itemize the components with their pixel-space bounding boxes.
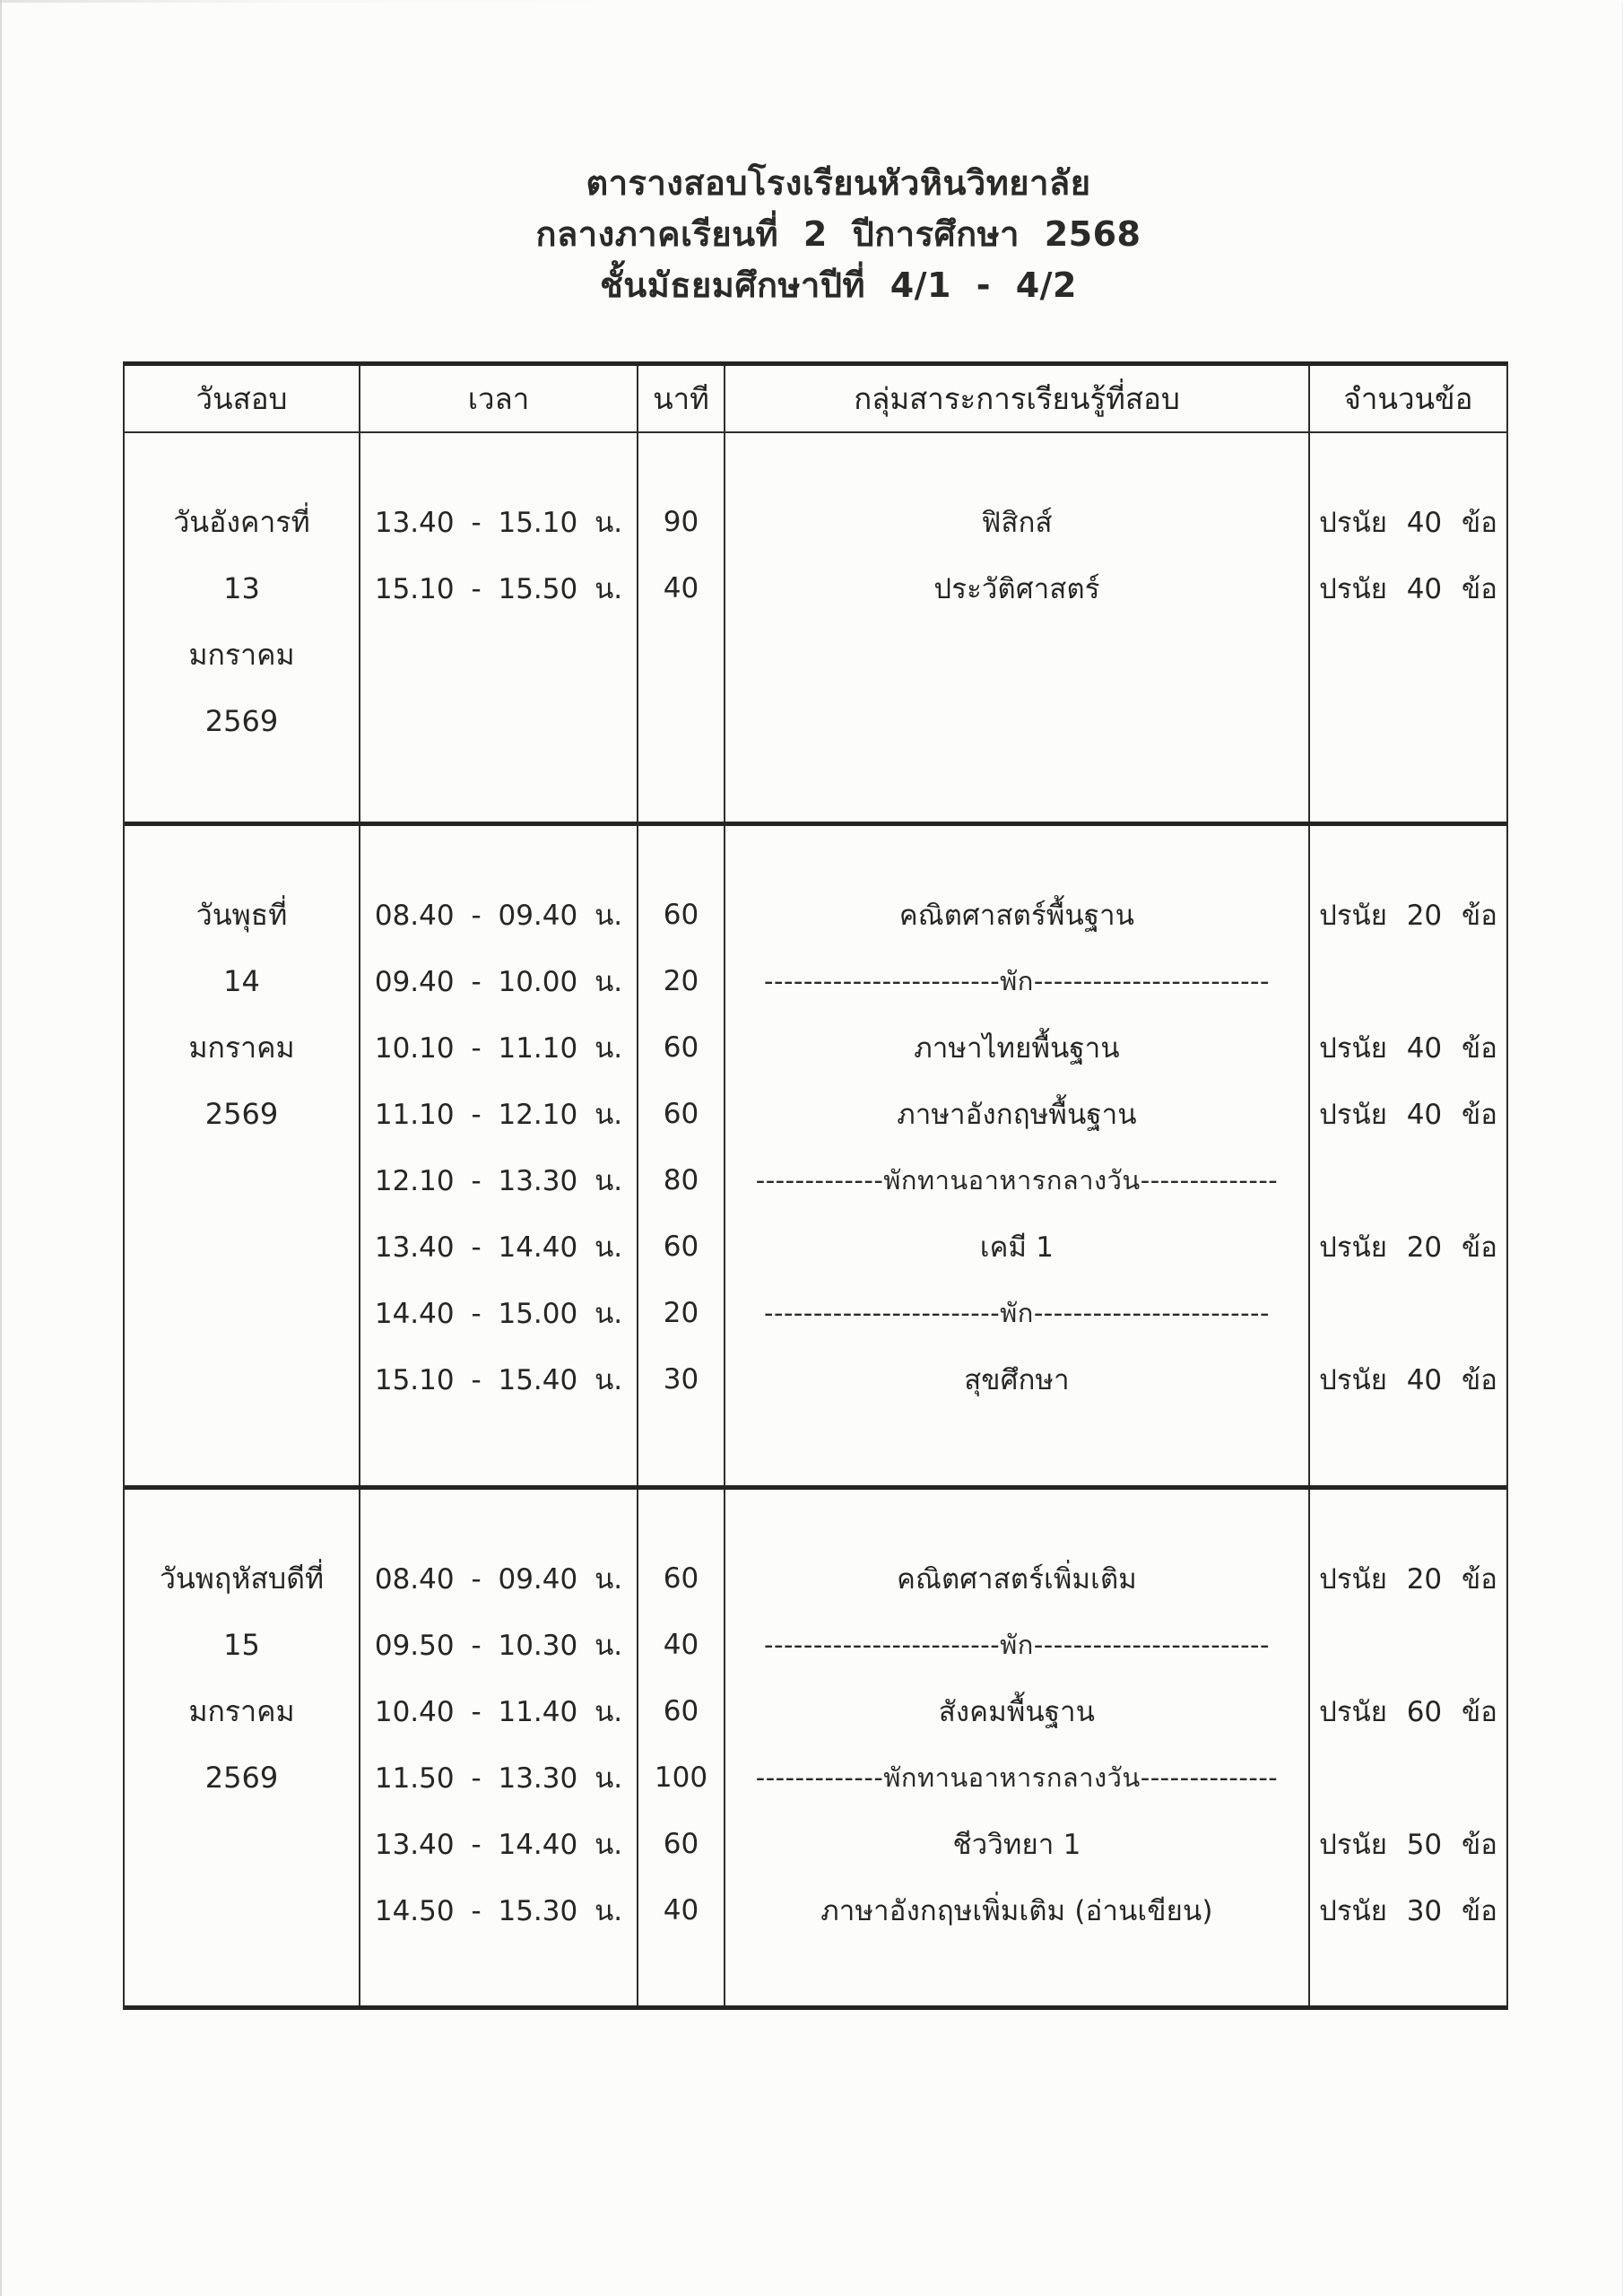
exam-day-line: มกราคม [188,1030,295,1065]
exam-day-line: 13 [223,571,260,605]
time-cell [360,826,638,1485]
break-label: -------------พักทานอาหารกลางวัน-------------- [755,1165,1279,1196]
exam-minutes: 80 [663,1164,699,1196]
table-header-row [125,366,1506,433]
exam-minutes: 60 [663,1828,699,1860]
exam-minutes: 60 [663,899,699,931]
exam-subject: ภาษาไทยพื้นฐาน [914,1032,1120,1065]
header-exam-date: วันสอบ [125,366,360,431]
exam-subject: ประวัติศาสตร์ [933,573,1100,605]
exam-question-count: ปรนัย 20 ข้อ [1319,1231,1497,1264]
exam-question-count: ปรนัย 40 ข้อ [1319,507,1497,539]
exam-question-count: ปรนัย 30 ข้อ [1319,1895,1497,1927]
exam-time: 15.10 - 15.40 น. [374,1364,623,1396]
day-section [125,1490,1506,2005]
header-time: เวลา [360,366,638,431]
exam-subject: ชีววิทยา 1 [952,1829,1081,1861]
exam-day-line: วันพุธที่ [195,897,288,932]
exam-subject: สุขศึกษา [964,1364,1070,1396]
exam-minutes: 60 [663,1031,699,1064]
table-body [125,433,1506,2005]
exam-day-line: วันอังคารที่ [173,504,310,539]
subject-cell [725,826,1310,1485]
exam-time: 10.40 - 11.40 น. [374,1696,623,1728]
exam-subject: ฟิสิกส์ [981,507,1053,539]
exam-subject: ภาษาอังกฤษพื้นฐาน [897,1099,1137,1131]
exam-minutes: 90 [663,506,699,538]
exam-schedule-table [123,361,1508,2010]
exam-question-count [1310,948,1506,1014]
document-title: ตารางสอบโรงเรียนหัวหินวิทยาลัย [586,163,1091,203]
exam-time: 09.50 - 10.30 น. [374,1630,623,1662]
minutes-cell [638,1490,725,2005]
exam-day-line: 15 [223,1628,260,1662]
exam-question-count: ปรนัย 20 ข้อ [1319,900,1497,932]
document-subtitle-term: กลางภาคเรียนที่ 2 ปีการศึกษา 2568 [535,214,1141,254]
questions-cell [1310,1490,1506,2005]
scan-edge-artifact [0,0,1623,3]
questions-cell [1310,433,1506,822]
exam-time: 15.10 - 15.50 น. [374,573,623,605]
minutes-cell [638,826,725,1485]
day-section [125,826,1506,1490]
exam-time: 14.40 - 15.00 น. [374,1298,623,1330]
exam-minutes: 20 [663,1297,699,1329]
exam-time: 11.10 - 12.10 น. [374,1099,623,1131]
exam-day-line: มกราคม [188,637,295,672]
exam-subject: สังคมพื้นฐาน [938,1696,1096,1728]
exam-minutes: 30 [663,1363,699,1396]
exam-time: 13.40 - 14.40 น. [374,1829,623,1861]
header-question-count: จำนวนข้อ [1343,381,1473,416]
header-subject-group: กลุ่มสาระการเรียนรู้ที่สอบ [725,366,1310,431]
exam-minutes: 60 [663,1562,699,1595]
exam-subject: เคมี 1 [979,1231,1055,1264]
exam-question-count [1310,1612,1506,1678]
exam-time: 13.40 - 14.40 น. [374,1231,623,1264]
document-subtitle-grade: ชั้นมัธยมศึกษาปีที่ 4/1 - 4/2 [600,265,1077,305]
exam-question-count: ปรนัย 40 ข้อ [1319,573,1497,605]
exam-day-line: มกราคม [188,1693,295,1728]
exam-day-line: 2569 [204,704,279,738]
exam-question-count: ปรนัย 60 ข้อ [1319,1696,1497,1728]
exam-subject: คณิตศาสตร์เพิ่มเติม [897,1563,1137,1596]
exam-question-count: ปรนัย 50 ข้อ [1319,1829,1497,1861]
exam-question-count [1310,1744,1506,1811]
exam-time: 10.10 - 11.10 น. [374,1032,623,1065]
exam-question-count: ปรนัย 40 ข้อ [1319,1364,1497,1396]
exam-question-count: ปรนัย 40 ข้อ [1319,1099,1497,1131]
exam-minutes: 20 [663,965,699,997]
exam-day-line: 14 [223,964,260,998]
break-label: ------------------------พัก------------------------ [764,966,1270,996]
day-cell [125,1490,360,2005]
minutes-cell [638,433,725,822]
exam-day-line: 2569 [204,1761,279,1795]
exam-question-count: ปรนัย 20 ข้อ [1319,1563,1497,1596]
exam-day-line: วันพฤหัสบดีที่ [159,1561,325,1596]
exam-minutes: 60 [663,1695,699,1727]
subject-cell [725,433,1310,822]
exam-time: 12.10 - 13.30 น. [374,1165,623,1197]
exam-question-count: ปรนัย 40 ข้อ [1319,1032,1497,1065]
exam-time: 08.40 - 09.40 น. [374,1563,623,1596]
document-title-block [54,158,1623,311]
day-section [125,433,1506,826]
exam-day-line: 2569 [204,1097,279,1131]
exam-minutes: 40 [663,1629,699,1661]
exam-time: 11.50 - 13.30 น. [374,1762,623,1795]
exam-minutes: 40 [663,572,699,604]
exam-time: 08.40 - 09.40 น. [374,900,623,932]
exam-time: 13.40 - 15.10 น. [374,507,623,539]
time-cell [360,1490,638,2005]
questions-cell [1310,826,1506,1485]
exam-minutes: 60 [663,1098,699,1130]
day-cell [125,433,360,822]
exam-minutes: 60 [663,1231,699,1263]
break-label: ------------------------พัก------------------------ [764,1630,1270,1660]
exam-time: 09.40 - 10.00 น. [374,966,623,998]
exam-minutes: 100 [654,1761,708,1794]
exam-question-count [1310,1280,1506,1346]
break-label: ------------------------พัก------------------------ [764,1298,1270,1328]
time-cell [360,433,638,822]
exam-subject: ภาษาอังกฤษเพิ่มเติม (อ่านเขียน) [820,1895,1213,1927]
header-minutes: นาที [638,366,725,431]
day-cell [125,826,360,1485]
exam-time: 14.50 - 15.30 น. [374,1895,623,1927]
exam-minutes: 40 [663,1894,699,1926]
exam-question-count [1310,1147,1506,1213]
break-label: -------------พักทานอาหารกลางวัน-------------- [755,1762,1279,1793]
exam-subject: คณิตศาสตร์พื้นฐาน [898,900,1135,932]
subject-cell [725,1490,1310,2005]
